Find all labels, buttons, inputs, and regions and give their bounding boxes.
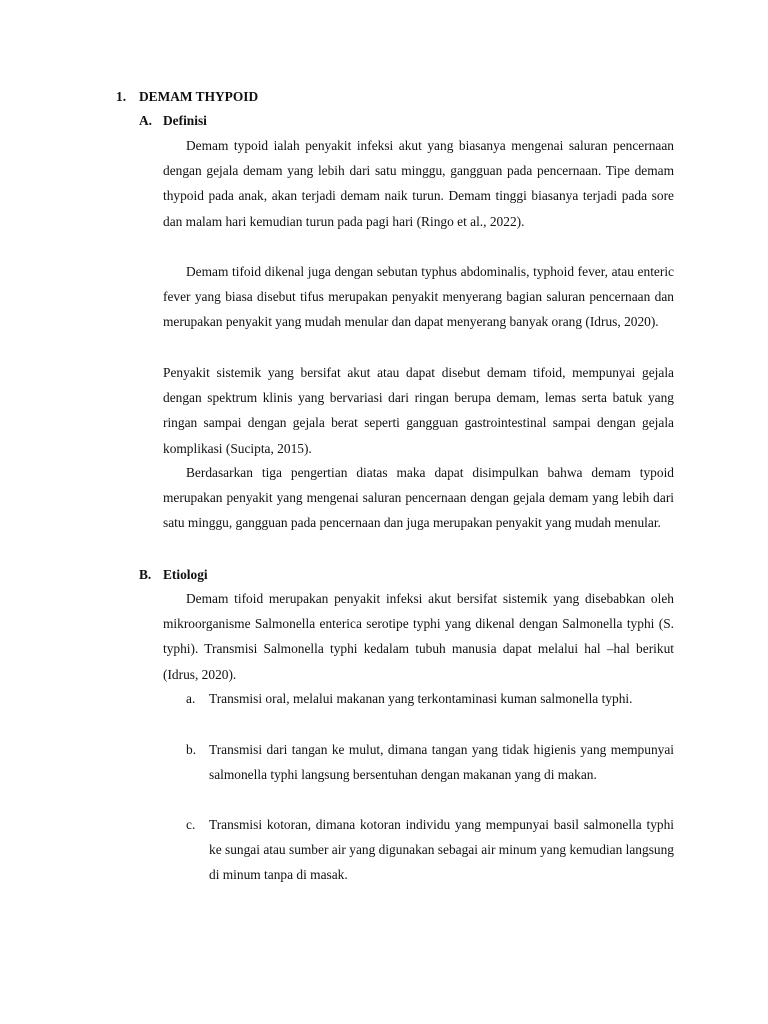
etiologi-paragraph-1: Demam tifoid merupakan penyakit infeksi akut bersifat sistemik yang disebabkan oleh mikroorganisme Salmonella enterica serotipe typhi yang dikenal dengan Salmonella typhi (S. typhi). Transmisi Salmonella typhi kedalam tubuh manusia dapat melalui hal –hal berikut (Idrus, 2020). — [163, 591, 674, 682]
list-item — [186, 812, 674, 888]
list-marker: c. — [186, 817, 196, 832]
list-item-text: Transmisi kotoran, dimana kotoran individu yang mempunyai basil salmonella typhi ke sungai atau sumber air yang digunakan sebagai air minum yang kemudian langsung di minum tanpa di masak. — [209, 817, 674, 883]
definisi-paragraph-3: Penyakit sistemik yang bersifat akut atau dapat disebut demam tifoid, mempunyai gejala dengan spektrum klinis yang bervariasi dari ringan berupa demam, lemas serta batuk yang ringan sampai dengan gejala berat seperti gangguan gastrointestinal sampai dengan gejala komplikasi (Sucipta, 2015). — [163, 365, 674, 456]
definisi-paragraph-4: Berdasarkan tiga pengertian diatas maka dapat disimpulkan bahwa demam typoid merupakan penyakit yang mengenai saluran pencernaan dengan gejala demam yang lebih dari satu minggu, gangguan pada pencernaan dan juga merupakan penyakit yang mudah menular. — [163, 465, 674, 531]
list-item — [186, 737, 674, 787]
subsection-letter: A. — [139, 113, 153, 128]
definisi-paragraph-2: Demam tifoid dikenal juga dengan sebutan typhus abdominalis, typhoid fever, atau enteric fever yang biasa disebut tifus merupakan penyakit menyerang bagian saluran pencernaan dan merupakan penyakit yang mudah menular dan dapat menyerang banyak orang (Idrus, 2020). — [163, 264, 674, 330]
definisi-paragraph-1: Demam typoid ialah penyakit infeksi akut yang biasanya mengenai saluran pencernaan dengan gejala demam yang lebih dari satu minggu, gangguan pada pencernaan. Tipe demam thypoid pada anak, akan terjadi demam naik turun. Demam tinggi biasanya terjadi pada sore dan malam hari kemudian turun pada pagi hari (Ringo et al., 2022). — [163, 138, 674, 229]
subsection-title: Definisi — [163, 113, 207, 128]
list-item-text: Transmisi dari tangan ke mulut, dimana tangan yang tidak higienis yang mempunyai salmonella typhi langsung bersentuhan dengan makanan yang di makan. — [209, 742, 674, 783]
subsection-title: Etiologi — [163, 567, 208, 582]
subsection-heading-definisi — [139, 112, 207, 130]
list-item-text: Transmisi oral, melalui makanan yang terkontaminasi kuman salmonella typhi. — [209, 691, 633, 706]
subsection-heading-etiologi — [139, 566, 208, 584]
section-heading — [116, 88, 258, 106]
section-title: DEMAM THYPOID — [139, 89, 259, 104]
list-marker: b. — [186, 742, 197, 757]
section-number: 1. — [116, 89, 127, 104]
list-marker: a. — [186, 691, 196, 706]
subsection-letter: B. — [139, 567, 152, 582]
list-item — [186, 686, 674, 711]
